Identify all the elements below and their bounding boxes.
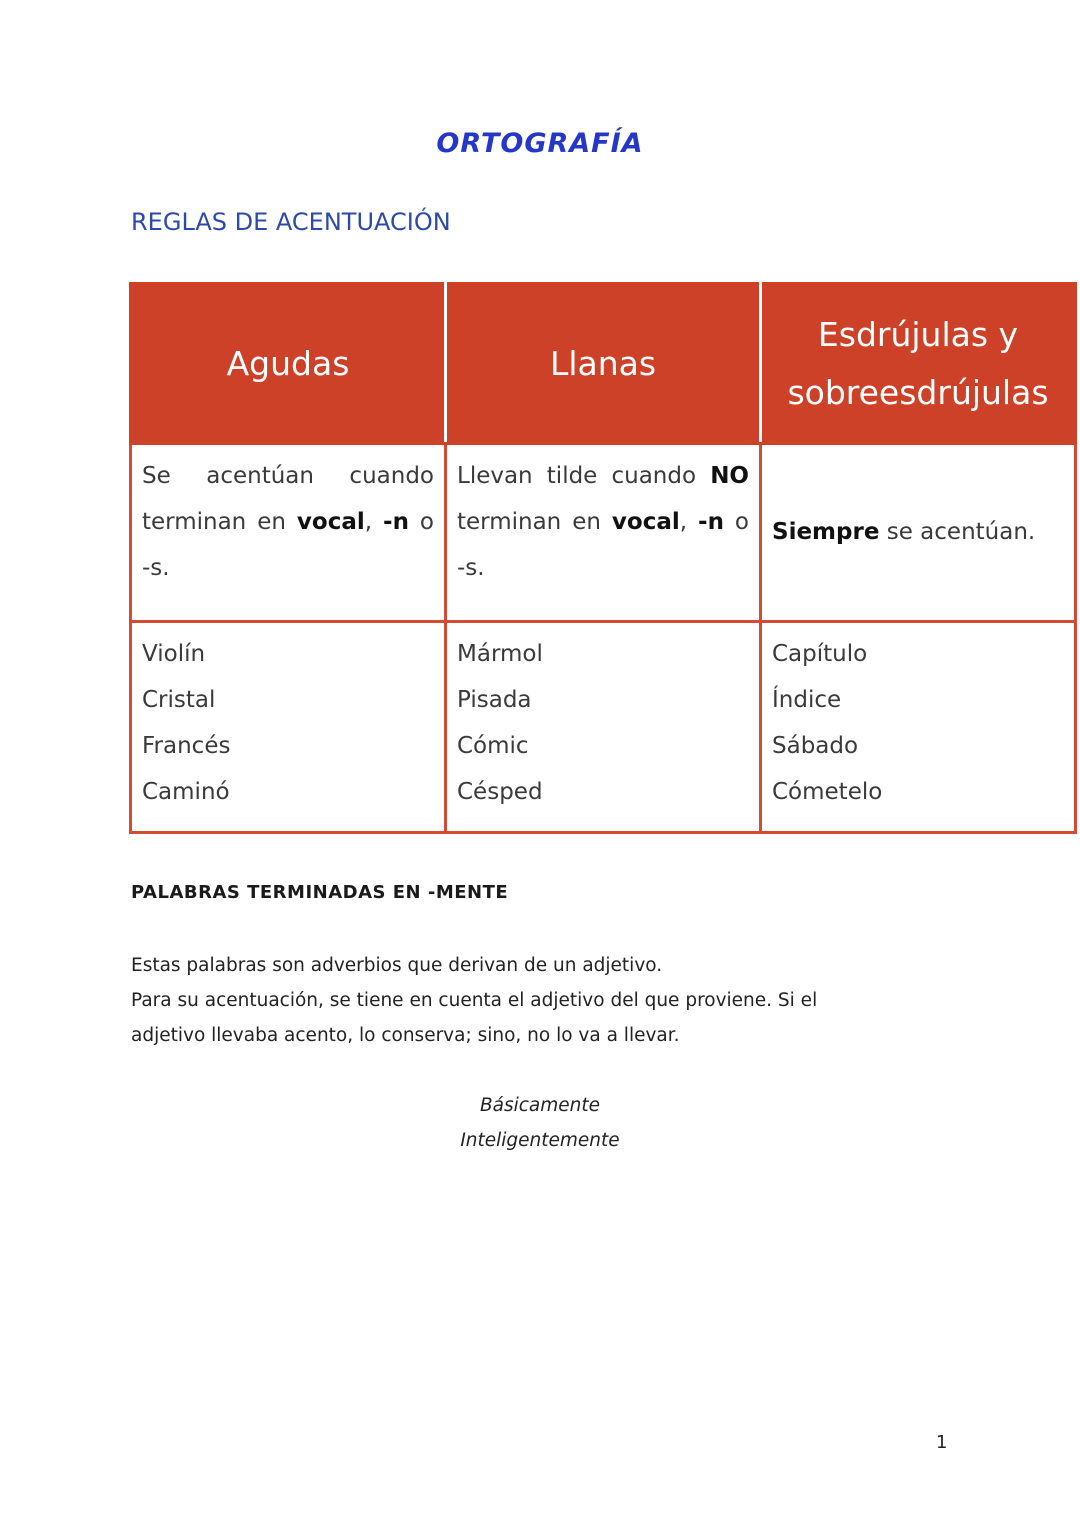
- rule-text: Se acentúan cuando terminan en: [142, 463, 434, 535]
- mente-example: Inteligentemente: [460, 1130, 620, 1151]
- example-word: Cómic: [457, 733, 529, 759]
- rule-text: o -s.: [142, 509, 434, 581]
- example-word: Cristal: [142, 687, 216, 713]
- rule-text: Llevan tilde cuando: [457, 463, 711, 489]
- examples-agudas: [131, 622, 446, 833]
- rule-bold-vocal: vocal: [296, 509, 365, 535]
- example-word: Francés: [142, 733, 231, 759]
- rule-text: o -s.: [457, 509, 749, 581]
- table-examples-row: [131, 622, 1076, 833]
- mente-paragraph-2: Para su acentuación, se tiene en cuenta el adjetivo del que proviene. Si el adjetivo llevaba acento, lo conserva; sino, no lo va a llevar.: [131, 990, 818, 1046]
- example-word: Sábado: [772, 733, 859, 759]
- header-esdrujulas: Esdrújulas y sobreesdrújulas: [761, 284, 1076, 444]
- example-word: Pisada: [457, 687, 532, 713]
- example-word: Capítulo: [772, 641, 868, 667]
- rule-bold-no: NO: [710, 463, 749, 489]
- example-word: Césped: [457, 779, 543, 805]
- rule-text: terminan en: [457, 509, 612, 535]
- rule-esdrujulas: [761, 444, 1076, 622]
- example-word: Cómetelo: [772, 779, 883, 805]
- examples-llanas: [446, 622, 761, 833]
- rule-text: ,: [364, 509, 384, 535]
- mente-heading: PALABRAS TERMINADAS EN -MENTE: [131, 882, 509, 903]
- page-number: 1: [936, 1432, 948, 1453]
- rule-bold-n: -n: [383, 509, 409, 535]
- rule-text: ,: [679, 509, 699, 535]
- section-subtitle: REGLAS DE ACENTUACIÓN: [131, 208, 451, 236]
- accentuation-rules-table: [129, 282, 1077, 834]
- example-word: Mármol: [457, 641, 543, 667]
- rule-bold-vocal: vocal: [611, 509, 680, 535]
- header-llanas: Llanas: [446, 284, 761, 444]
- header-agudas: Agudas: [131, 284, 446, 444]
- example-word: Caminó: [142, 779, 230, 805]
- rule-llanas: [446, 444, 761, 622]
- examples-esdrujulas: [761, 622, 1076, 833]
- mente-example: Básicamente: [479, 1095, 601, 1116]
- mente-paragraph-1: Estas palabras son adverbios que derivan de un adjetivo.: [131, 955, 663, 976]
- mente-examples: [0, 1088, 1080, 1158]
- table-header-row: [131, 284, 1076, 444]
- rule-text: se acentúan.: [879, 518, 1036, 545]
- rule-bold-siempre: Siempre: [772, 518, 880, 545]
- rule-agudas: [131, 444, 446, 622]
- example-word: Violín: [142, 641, 206, 667]
- example-word: Índice: [772, 687, 842, 713]
- document-title: ORTOGRAFÍA: [436, 128, 644, 159]
- table-rule-row: [131, 444, 1076, 622]
- rule-bold-n: -n: [698, 509, 724, 535]
